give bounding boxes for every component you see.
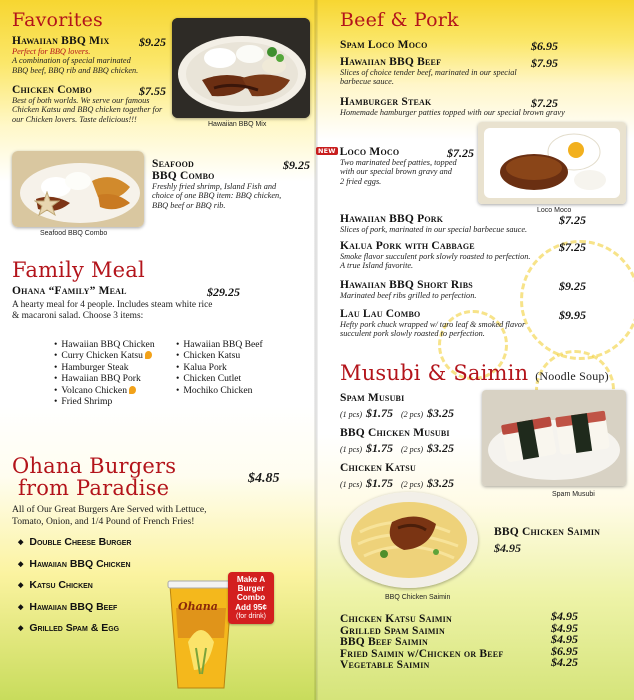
item-name: Hamburger Steak: [340, 96, 432, 108]
choice-label: Volcano Chicken: [61, 384, 127, 396]
photo-caption: BBQ Chicken Saimin: [385, 594, 451, 601]
item-price: $4.25: [551, 655, 578, 670]
menu-item-chicken-combo: [12, 84, 166, 124]
saimin-item: [340, 609, 578, 625]
choice-label: Curry Chicken Katsu: [61, 350, 143, 362]
spicy-chili-icon: [129, 386, 136, 394]
item-name: Hawaiian BBQ Mix: [12, 35, 110, 47]
burger-item: ◆ Hawaiian BBQ Chicken: [18, 554, 131, 576]
item-desc: Smoke flavor succulent pork slowly roasted to perfection.: [340, 252, 531, 261]
item-price: $9.25: [283, 158, 310, 172]
item-name: BBQ Combo: [152, 170, 215, 182]
choice-item: • Hawaiian BBQ Pork: [54, 373, 155, 384]
choice-item: • Hawaiian BBQ Chicken: [54, 339, 155, 350]
musubi-item-spam: [340, 392, 476, 422]
choice-item: [54, 385, 155, 396]
item-name: Spam Musubi: [340, 392, 405, 404]
menu-item-seafood-bbq-combo: [152, 158, 310, 210]
page-fold: [314, 0, 318, 700]
photo-bbq-chicken-saimin: [340, 492, 478, 588]
photo-spam-musubi: [482, 390, 626, 486]
menu-item-bbq-chicken-saimin: [494, 526, 624, 556]
photo-loco-moco: [478, 122, 626, 204]
burgers-desc: [12, 504, 207, 527]
item-price: $1.75: [366, 441, 393, 455]
item-price: $7.25: [559, 213, 586, 227]
item-price: $9.95: [559, 308, 586, 322]
item-desc: A true Island favorite.: [340, 261, 414, 271]
piece-count: (1 pcs): [340, 410, 362, 419]
menu-item-hawaiian-bbq-beef: [340, 56, 558, 87]
beef-pork-heading: Beef & Pork: [340, 9, 459, 31]
item-name: BBQ Chicken Musubi: [340, 427, 450, 439]
item-price: $7.25: [447, 146, 474, 160]
choice-item: • Chicken Katsu: [176, 350, 263, 361]
choice-item: • Hawaiian BBQ Beef: [176, 339, 263, 350]
piece-count: (2 pcs): [401, 410, 423, 419]
item-price: $6.95: [531, 39, 558, 53]
starfish-icon: [34, 191, 60, 217]
photo-caption: Hawaiian BBQ Mix: [208, 121, 267, 128]
section-title: Musubi & Saimin: [340, 361, 529, 385]
item-price: $1.75: [366, 406, 393, 420]
choice-item: • Fried Shrimp: [54, 396, 155, 407]
item-name: Chicken Katsu: [340, 462, 416, 474]
burger-list: [18, 532, 131, 640]
saimin-item: [340, 632, 578, 649]
choice-item: • Mochiko Chicken: [176, 385, 263, 396]
burger-item: ◆ Katsu Chicken: [18, 575, 131, 597]
menu-item-hamburger-steak: [340, 96, 565, 117]
item-price: $7.95: [531, 56, 558, 70]
item-name: Seafood: [152, 158, 195, 170]
item-desc: Slices of pork, marinated in our special barbecue sauce.: [340, 225, 528, 234]
burger-item: ◆ Double Cheese Burger: [18, 532, 131, 554]
piece-count: (2 pcs): [401, 480, 423, 489]
spicy-chili-icon: [145, 351, 152, 359]
new-badge: NEW: [318, 147, 336, 155]
item-name: Fried Saimin w/Chicken or Beef: [340, 647, 504, 660]
musubi-prices: [340, 439, 476, 457]
menu-item-ohana-family-meal: [12, 285, 240, 297]
item-price: $9.25: [559, 279, 586, 293]
burgers-desc-line: All of Our Great Burgers Are Served with Lettuce,: [12, 504, 207, 515]
musubi-saimin-heading: [340, 362, 609, 387]
item-name: Chicken Katsu Saimin: [340, 613, 452, 625]
burgers-title-line: from Paradise: [18, 476, 170, 500]
menu-item-lau-lau-combo: [340, 308, 586, 339]
saimin-item: [340, 620, 578, 637]
choice-item: [54, 350, 155, 361]
item-desc: barbecue sauce.: [340, 77, 394, 87]
item-desc-block: [316, 158, 474, 186]
item-desc: 2 fried eggs.: [340, 176, 382, 186]
item-desc: Chicken Katsu and BBQ chicken together for: [12, 105, 163, 115]
combo-badge: [228, 572, 274, 624]
item-desc: Marinated beef ribs grilled to perfection.: [340, 291, 477, 300]
item-name: Ohana “Family” Meal: [12, 285, 127, 297]
burgers-price: $4.85: [248, 471, 280, 486]
item-desc: Best of both worlds. We serve our famous: [12, 96, 150, 105]
combo-badge-line: Combo: [236, 593, 266, 603]
combo-badge-line: Add 95¢: [235, 602, 267, 612]
item-name: BBQ Beef Saimin: [340, 636, 428, 649]
family-choices-right: [176, 339, 263, 396]
burgers-title-line: Ohana Burgers: [12, 454, 177, 478]
item-price: $3.25: [427, 441, 454, 455]
musubi-prices: [340, 474, 476, 492]
item-name: Hawaiian BBQ Pork: [340, 213, 444, 225]
item-desc: & macaroni salad. Choose 3 items:: [12, 311, 144, 321]
item-name: Spam Loco Moco: [340, 39, 428, 51]
choice-item: • Hamburger Steak: [54, 362, 155, 373]
burger-item: ◆ Grilled Spam & Egg: [18, 618, 131, 640]
item-price: $1.75: [366, 476, 393, 490]
saimin-item: [340, 643, 578, 660]
burgers-desc-line: Tomato, Onion, and 1/4 Pound of French Fries!: [12, 515, 195, 527]
item-desc: Slices of choice tender beef, marinated in our special: [340, 68, 517, 77]
saimin-list: [340, 609, 578, 672]
item-name: Lau Lau Combo: [340, 308, 421, 320]
menu-item-hawaiian-bbq-mix: [12, 35, 166, 75]
family-meal-desc: [12, 300, 312, 322]
item-price: $9.25: [139, 35, 166, 49]
item-price: $3.25: [427, 406, 454, 420]
musubi-item-chicken-katsu: [340, 462, 476, 492]
musubi-item-bbq-chicken: [340, 427, 476, 457]
combo-badge-note: (for drink): [236, 612, 266, 620]
item-desc: Perfect for BBQ lovers.: [12, 47, 91, 56]
item-price: $7.55: [139, 84, 166, 98]
combo-badge-line: Make A: [236, 575, 266, 584]
photo-caption: Spam Musubi: [552, 491, 595, 498]
item-price: $29.25: [207, 285, 240, 299]
photo-seafood-bbq-combo: [12, 151, 144, 227]
choice-item: • Kalua Pork: [176, 362, 263, 373]
choice-item: • Chicken Cutlet: [176, 373, 263, 384]
piece-count: (2 pcs): [401, 445, 423, 454]
item-desc: Freshly fried shrimp, Island Fish and: [152, 182, 277, 191]
item-desc: choice of one BBQ item: BBQ chicken,: [152, 191, 282, 201]
bbq-mix-plate-image: [172, 18, 310, 118]
family-meal-heading: Family Meal: [12, 258, 145, 282]
item-price: $6.95: [551, 643, 578, 658]
menu-item-short-ribs: [340, 279, 586, 300]
item-price: $7.25: [559, 240, 586, 254]
item-desc: succulent pork slowly roasted to perfection.: [340, 329, 485, 339]
photo-hawaiian-bbq-mix: [172, 18, 310, 118]
combo-badge-line: Burger: [237, 584, 265, 594]
item-price: $4.95: [551, 609, 578, 623]
piece-count: (1 pcs): [340, 445, 362, 454]
item-name-text: Loco Moco: [339, 146, 400, 158]
photo-caption: Seafood BBQ Combo: [40, 230, 108, 237]
menu-item-loco-moco: [316, 146, 474, 186]
item-desc: Homemade hamburger patties topped with our special brown gravy: [340, 108, 565, 117]
item-name: Hawaiian BBQ Beef: [340, 56, 442, 68]
item-desc: BBQ beef, BBQ rib and BBQ chicken.: [12, 65, 139, 75]
item-name: Kalua Pork with Cabbage: [340, 240, 475, 252]
item-desc: our Chicken lovers. Taste delicious!!!: [12, 114, 137, 124]
burger-item: ◆ Hawaiian BBQ Beef: [18, 597, 131, 619]
favorites-heading: Favorites: [12, 9, 103, 31]
family-choices-left: [54, 339, 155, 407]
item-name: Chicken Combo: [12, 84, 92, 96]
item-name: Vegetable Saimin: [340, 659, 430, 672]
item-price: $4.95: [551, 632, 578, 647]
item-desc: Two marinated beef patties, topped: [340, 158, 457, 167]
item-name: Hawaiian BBQ Short Ribs: [340, 279, 473, 291]
seafood-plate-image: [12, 151, 144, 227]
piece-count: (1 pcs): [340, 480, 362, 489]
menu-item-spam-loco-moco: [340, 39, 558, 51]
item-price: $4.95: [494, 541, 521, 555]
photo-caption: Loco Moco: [537, 207, 572, 214]
item-name: Grilled Spam Saimin: [340, 624, 445, 637]
burgers-heading: [12, 455, 176, 499]
item-price: $7.25: [531, 96, 558, 110]
item-desc: A hearty meal for 4 people. Includes steam white rice: [12, 300, 213, 310]
item-name: BBQ Chicken Saimin: [494, 526, 601, 538]
saimin-item: [340, 655, 578, 672]
loco-moco-plate-image: [478, 122, 626, 204]
saimin-bowl-image: [340, 492, 478, 588]
item-desc: Hefty pork chuck wrapped w/ taro leaf & smoked flavor: [340, 320, 526, 329]
item-price: $3.25: [427, 476, 454, 490]
item-desc: A combination of special marinated: [12, 56, 131, 66]
musubi-prices: [340, 404, 476, 422]
section-subtitle: (Noodle Soup): [535, 369, 609, 383]
spam-musubi-image: [482, 390, 626, 486]
item-desc: with our special brown gravy and: [340, 167, 452, 177]
cup-brand: Ohana: [178, 600, 218, 613]
item-price: $4.95: [551, 620, 578, 635]
menu-item-kalua-pork: [340, 240, 586, 271]
drink-cup-icon: [166, 578, 236, 692]
item-desc: BBQ beef or BBQ rib.: [152, 200, 226, 210]
menu-item-hawaiian-bbq-pork: [340, 213, 586, 234]
